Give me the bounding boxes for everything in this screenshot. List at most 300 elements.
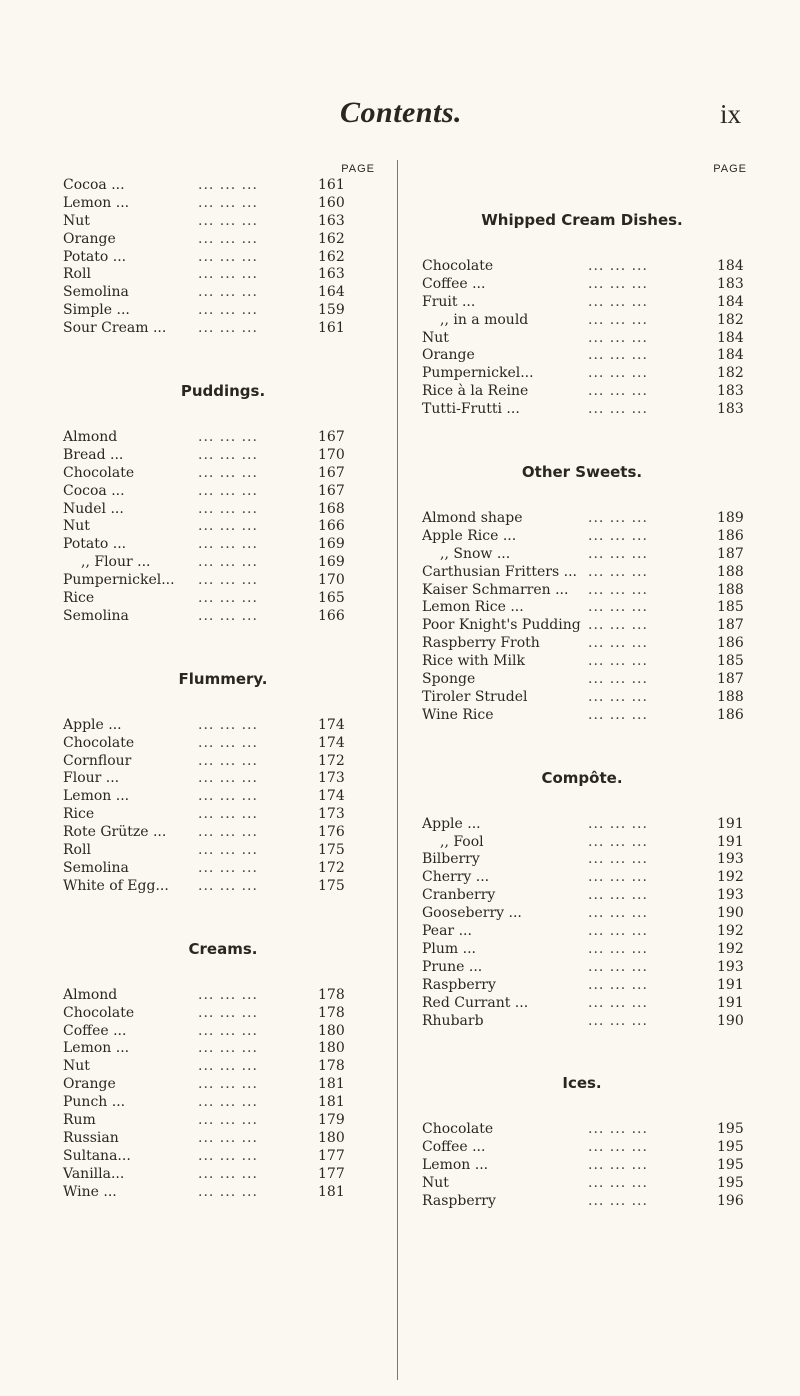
- entry-page-number: 164: [318, 284, 345, 301]
- entry-page-number: 188: [717, 563, 744, 580]
- entry-name: Sour Cream ...: [63, 320, 167, 337]
- entry-name: Potato ...: [63, 248, 127, 265]
- puddings-list: [63, 429, 383, 626]
- entry-page-number: 167: [318, 429, 345, 446]
- leader-dots: ... ... ...: [198, 266, 258, 283]
- leader-dots: ... ... ...: [198, 770, 258, 787]
- entry-page-number: 187: [717, 671, 744, 688]
- entry-name: Red Currant ...: [422, 994, 529, 1011]
- index-entry: [422, 294, 742, 312]
- index-entry: [422, 365, 742, 383]
- entry-page-number: 195: [717, 1175, 744, 1192]
- entry-page-number: 165: [318, 590, 345, 607]
- index-entry: [63, 842, 383, 860]
- section-heading-flummery: Flummery.: [178, 669, 268, 688]
- index-entry: [63, 1040, 383, 1058]
- leader-dots: ... ... ...: [198, 284, 258, 301]
- leader-dots: ... ... ...: [198, 1004, 258, 1021]
- index-entry: [422, 653, 742, 671]
- entry-name: Cherry ...: [422, 869, 490, 886]
- leader-dots: ... ... ...: [198, 194, 258, 211]
- index-entry: [63, 465, 383, 483]
- leader-dots: ... ... ...: [588, 976, 648, 993]
- leader-dots: ... ... ...: [588, 258, 648, 274]
- entry-name: Flour ...: [63, 770, 120, 787]
- entry-name: Poor Knight's Pudding: [422, 617, 581, 634]
- entry-name: ,, in a mould: [440, 311, 529, 328]
- entry-name: Chocolate: [422, 1121, 494, 1138]
- index-entry: [422, 923, 742, 941]
- index-entry: [63, 483, 383, 501]
- index-entry: [422, 347, 742, 365]
- leader-dots: ... ... ...: [588, 869, 648, 886]
- leader-dots: ... ... ...: [588, 545, 648, 562]
- leader-dots: ... ... ...: [198, 248, 258, 265]
- entry-page-number: 180: [318, 1129, 345, 1146]
- index-entry: [63, 717, 383, 735]
- entry-page-number: 169: [318, 536, 345, 553]
- page-column-label: PAGE: [713, 163, 747, 175]
- entry-page-number: 174: [318, 788, 345, 805]
- index-entry: [63, 302, 383, 320]
- entry-name: Apple ...: [63, 716, 122, 733]
- entry-page-number: 193: [717, 851, 744, 868]
- index-entry: [422, 1175, 742, 1193]
- index-entry: [422, 689, 742, 707]
- leader-dots: ... ... ...: [588, 293, 648, 310]
- entry-name: Cocoa ...: [63, 177, 125, 193]
- entry-page-number: 185: [717, 599, 744, 616]
- index-entry: [422, 905, 742, 923]
- index-entry: [63, 554, 383, 572]
- index-entry: [422, 330, 742, 348]
- entry-name: Rote Grütze ...: [63, 824, 167, 841]
- entry-page-number: 180: [318, 1022, 345, 1039]
- entry-name: Gooseberry ...: [422, 905, 522, 922]
- leader-dots: ... ... ...: [198, 1094, 258, 1111]
- entry-name: Cranberry: [422, 887, 496, 904]
- index-entry: [422, 816, 742, 834]
- entry-name: Nut: [63, 1058, 90, 1075]
- entry-page-number: 170: [318, 572, 345, 589]
- index-entry: [63, 231, 383, 249]
- entry-name: Almond: [63, 429, 118, 446]
- index-entry: [63, 536, 383, 554]
- index-entry: [422, 312, 742, 330]
- entry-page-number: 176: [318, 824, 345, 841]
- entry-page-number: 191: [717, 976, 744, 993]
- section-heading-creams: Creams.: [188, 939, 258, 958]
- entry-name: Bilberry: [422, 851, 480, 868]
- entry-name: Orange: [63, 230, 116, 247]
- entry-page-number: 193: [717, 958, 744, 975]
- entry-name: Semolina: [63, 284, 129, 301]
- page-header: [0, 96, 800, 136]
- index-entry: [63, 1148, 383, 1166]
- section-heading-other-sweets: Other Sweets.: [521, 463, 643, 482]
- leader-dots: ... ... ...: [588, 1175, 648, 1192]
- leader-dots: ... ... ...: [198, 1147, 258, 1164]
- index-entry: [422, 401, 742, 419]
- entry-name: Lemon Rice ...: [422, 599, 524, 616]
- leader-dots: ... ... ...: [198, 877, 258, 894]
- left-column: [63, 163, 383, 1201]
- entry-page-number: 178: [318, 986, 345, 1003]
- entry-name: Pear ...: [422, 923, 472, 940]
- entry-name: Sultana...: [63, 1147, 131, 1164]
- entry-name: Plum ...: [422, 940, 476, 957]
- leader-dots: ... ... ...: [588, 833, 648, 850]
- leader-dots: ... ... ...: [198, 1040, 258, 1057]
- entry-page-number: 182: [717, 365, 744, 382]
- index-entry: [63, 608, 383, 626]
- entry-page-number: 187: [717, 617, 744, 634]
- entry-page-number: 191: [717, 815, 744, 832]
- leader-dots: ... ... ...: [588, 347, 648, 364]
- entry-name: Chocolate: [63, 464, 135, 481]
- leader-dots: ... ... ...: [198, 464, 258, 481]
- index-entry: [422, 869, 742, 887]
- entry-name: Raspberry Froth: [422, 635, 540, 652]
- index-entry: [63, 284, 383, 302]
- index-entry: [422, 887, 742, 905]
- entry-page-number: 184: [717, 293, 744, 310]
- entry-page-number: 162: [318, 230, 345, 247]
- entry-page-number: 159: [318, 302, 345, 319]
- entry-name: Nut: [63, 212, 90, 229]
- leader-dots: ... ... ...: [198, 1058, 258, 1075]
- entry-page-number: 172: [318, 752, 345, 769]
- index-entry: [63, 987, 383, 1005]
- entry-page-number: 193: [717, 887, 744, 904]
- entry-name: Semolina: [63, 607, 129, 624]
- entry-name: Kaiser Schmarren ...: [422, 581, 569, 598]
- entry-page-number: 185: [717, 653, 744, 670]
- entry-name: Wine ...: [63, 1183, 117, 1200]
- entry-page-number: 161: [318, 320, 345, 337]
- entry-page-number: 169: [318, 554, 345, 571]
- entry-page-number: 174: [318, 734, 345, 751]
- leader-dots: ... ... ...: [588, 635, 648, 652]
- entry-page-number: 163: [318, 266, 345, 283]
- leader-dots: ... ... ...: [588, 688, 648, 705]
- entry-name: Rice with Milk: [422, 653, 525, 670]
- leader-dots: ... ... ...: [198, 824, 258, 841]
- entry-page-number: 166: [318, 607, 345, 624]
- leader-dots: ... ... ...: [588, 365, 648, 382]
- entry-name: Rhubarb: [422, 1012, 484, 1029]
- index-entry: [63, 1130, 383, 1148]
- index-entry: [422, 510, 742, 528]
- other-sweets-list: [422, 510, 742, 725]
- entry-page-number: 181: [318, 1076, 345, 1093]
- whipped-cream-list: [422, 258, 742, 419]
- leader-dots: ... ... ...: [198, 554, 258, 571]
- leader-dots: ... ... ...: [588, 510, 648, 527]
- entry-name: Semolina: [63, 859, 129, 876]
- entry-page-number: 189: [717, 510, 744, 527]
- index-entry: [422, 1157, 742, 1175]
- index-entry: [63, 249, 383, 267]
- entry-page-number: 175: [318, 877, 345, 894]
- entry-page-number: 167: [318, 482, 345, 499]
- leader-dots: ... ... ...: [198, 429, 258, 446]
- leader-dots: ... ... ...: [198, 752, 258, 769]
- entry-page-number: 184: [717, 329, 744, 346]
- leader-dots: ... ... ...: [588, 599, 648, 616]
- leader-dots: ... ... ...: [198, 446, 258, 463]
- entry-name: Chocolate: [63, 734, 135, 751]
- entry-page-number: 192: [717, 869, 744, 886]
- entry-name: Chocolate: [422, 258, 494, 274]
- leader-dots: ... ... ...: [588, 851, 648, 868]
- index-entry: [63, 753, 383, 771]
- entry-name: Tiroler Strudel: [422, 688, 528, 705]
- page-title: Contents.: [340, 96, 463, 129]
- leader-dots: ... ... ...: [198, 1129, 258, 1146]
- entry-name: Wine Rice: [422, 706, 494, 723]
- section-heading-compote: Compôte.: [541, 768, 623, 787]
- index-entry: [422, 582, 742, 600]
- entry-name: Nut: [63, 518, 90, 535]
- entry-name: Rum: [63, 1111, 96, 1128]
- leader-dots: ... ... ...: [198, 302, 258, 319]
- leader-dots: ... ... ...: [588, 563, 648, 580]
- leader-dots: ... ... ...: [198, 500, 258, 517]
- entry-page-number: 183: [717, 275, 744, 292]
- leader-dots: ... ... ...: [198, 212, 258, 229]
- leader-dots: ... ... ...: [198, 572, 258, 589]
- index-entry: [422, 599, 742, 617]
- entry-page-number: 174: [318, 716, 345, 733]
- section-heading-puddings: Puddings.: [180, 382, 266, 401]
- column-divider: [397, 160, 398, 1380]
- index-entry: [422, 1013, 742, 1031]
- entry-page-number: 173: [318, 770, 345, 787]
- index-entry: [63, 860, 383, 878]
- entry-page-number: 173: [318, 806, 345, 823]
- ices-list: [422, 1121, 742, 1210]
- leader-dots: ... ... ...: [198, 1076, 258, 1093]
- entry-name: Pumpernickel...: [63, 572, 175, 589]
- entry-page-number: 183: [717, 383, 744, 400]
- index-entry: [422, 564, 742, 582]
- index-entry: [63, 1023, 383, 1041]
- leader-dots: ... ... ...: [588, 311, 648, 328]
- entry-name: Apple Rice ...: [422, 527, 517, 544]
- entry-page-number: 182: [717, 311, 744, 328]
- entry-name: Coffee ...: [422, 275, 486, 292]
- index-entry: [422, 977, 742, 995]
- entry-page-number: 186: [717, 706, 744, 723]
- leader-dots: ... ... ...: [588, 527, 648, 544]
- entry-name: Carthusian Fritters ...: [422, 563, 577, 580]
- entry-name: Lemon ...: [422, 1157, 489, 1174]
- leader-dots: ... ... ...: [198, 1183, 258, 1200]
- leader-dots: ... ... ...: [588, 1121, 648, 1138]
- leader-dots: ... ... ...: [198, 536, 258, 553]
- leader-dots: ... ... ...: [198, 806, 258, 823]
- entry-name: Lemon ...: [63, 194, 130, 211]
- entry-page-number: 178: [318, 1004, 345, 1021]
- entry-page-number: 192: [717, 940, 744, 957]
- entry-name: Almond: [63, 986, 118, 1003]
- leader-dots: ... ... ...: [198, 177, 258, 193]
- index-entry: [422, 383, 742, 401]
- entry-page-number: 196: [717, 1192, 744, 1209]
- entry-name: Vanilla...: [63, 1165, 125, 1182]
- entry-name: Chocolate: [63, 1004, 135, 1021]
- entry-name: Raspberry: [422, 1192, 496, 1209]
- index-entry: [63, 447, 383, 465]
- index-entry: [422, 834, 742, 852]
- unnamed-section-list: [63, 177, 383, 338]
- leader-dots: ... ... ...: [198, 734, 258, 751]
- index-entry: [63, 266, 383, 284]
- entry-name: Bread ...: [63, 446, 124, 463]
- entry-page-number: 195: [717, 1157, 744, 1174]
- entry-name: Tutti-Frutti ...: [422, 401, 520, 418]
- entry-name: ,, Snow ...: [440, 545, 511, 562]
- index-entry: [63, 320, 383, 338]
- entry-name: ,, Flour ...: [81, 554, 151, 571]
- leader-dots: ... ... ...: [588, 653, 648, 670]
- leader-dots: ... ... ...: [588, 887, 648, 904]
- index-entry: [63, 824, 383, 842]
- index-entry: [422, 617, 742, 635]
- entry-name: Raspberry: [422, 976, 496, 993]
- leader-dots: ... ... ...: [198, 859, 258, 876]
- leader-dots: ... ... ...: [588, 1139, 648, 1156]
- entry-name: Orange: [63, 1076, 116, 1093]
- entry-name: Russian: [63, 1129, 119, 1146]
- entry-page-number: 181: [318, 1183, 345, 1200]
- section-heading-whipped-cream: Whipped Cream Dishes.: [481, 211, 683, 229]
- entry-page-number: 162: [318, 248, 345, 265]
- index-entry: [63, 1076, 383, 1094]
- entry-page-number: 163: [318, 212, 345, 229]
- index-entry: [63, 806, 383, 824]
- creams-list: [63, 987, 383, 1202]
- entry-name: Rice à la Reine: [422, 383, 529, 400]
- leader-dots: ... ... ...: [588, 329, 648, 346]
- index-entry: [63, 788, 383, 806]
- index-entry: [63, 213, 383, 231]
- entry-name: Lemon ...: [63, 1040, 130, 1057]
- entry-page-number: 170: [318, 446, 345, 463]
- leader-dots: ... ... ...: [198, 716, 258, 733]
- entry-page-number: 187: [717, 545, 744, 562]
- leader-dots: ... ... ...: [588, 994, 648, 1011]
- index-entry: [63, 1058, 383, 1076]
- entry-page-number: 190: [717, 1012, 744, 1029]
- entry-page-number: 167: [318, 464, 345, 481]
- leader-dots: ... ... ...: [588, 581, 648, 598]
- entry-name: Pumpernickel...: [422, 365, 534, 382]
- index-entry: [63, 195, 383, 213]
- index-entry: [63, 1094, 383, 1112]
- entry-name: Orange: [422, 347, 475, 364]
- leader-dots: ... ... ...: [588, 401, 648, 418]
- entry-page-number: 175: [318, 842, 345, 859]
- index-entry: [63, 518, 383, 536]
- index-entry: [422, 546, 742, 564]
- section-heading-ices: Ices.: [562, 1074, 602, 1093]
- entry-name: Cornflour: [63, 752, 132, 769]
- index-entry: [63, 429, 383, 447]
- index-entry: [422, 959, 742, 977]
- index-entry: [422, 671, 742, 689]
- leader-dots: ... ... ...: [198, 607, 258, 624]
- entry-name: Punch ...: [63, 1094, 126, 1111]
- index-entry: [63, 177, 383, 195]
- index-entry: [63, 735, 383, 753]
- entry-name: Lemon ...: [63, 788, 130, 805]
- index-entry: [422, 941, 742, 959]
- entry-page-number: 168: [318, 500, 345, 517]
- index-entry: [422, 995, 742, 1013]
- entry-name: Coffee ...: [63, 1022, 127, 1039]
- index-entry: [63, 572, 383, 590]
- index-entry: [422, 276, 742, 294]
- entry-name: ,, Fool: [440, 833, 484, 850]
- index-entry: [422, 258, 742, 276]
- index-entry: [63, 770, 383, 788]
- entry-page-number: 195: [717, 1121, 744, 1138]
- index-entry: [422, 707, 742, 725]
- leader-dots: ... ... ...: [198, 788, 258, 805]
- leader-dots: ... ... ...: [588, 940, 648, 957]
- entry-page-number: 190: [717, 905, 744, 922]
- entry-page-number: 186: [717, 527, 744, 544]
- index-entry: [422, 1193, 742, 1211]
- entry-page-number: 191: [717, 994, 744, 1011]
- index-entry: [422, 635, 742, 653]
- index-entry: [63, 1112, 383, 1130]
- leader-dots: ... ... ...: [198, 1022, 258, 1039]
- entry-name: Nut: [422, 1175, 449, 1192]
- leader-dots: ... ... ...: [198, 518, 258, 535]
- entry-name: Prune ...: [422, 958, 483, 975]
- entry-page-number: 177: [318, 1147, 345, 1164]
- index-entry: [63, 1166, 383, 1184]
- leader-dots: ... ... ...: [198, 482, 258, 499]
- index-entry: [63, 501, 383, 519]
- leader-dots: ... ... ...: [588, 923, 648, 940]
- entry-page-number: 192: [717, 923, 744, 940]
- index-entry: [422, 1121, 742, 1139]
- index-entry: [422, 851, 742, 869]
- entry-name: Simple ...: [63, 302, 130, 319]
- leader-dots: ... ... ...: [588, 1192, 648, 1209]
- leader-dots: ... ... ...: [198, 986, 258, 1003]
- entry-name: Rice: [63, 806, 95, 823]
- entry-page-number: 161: [318, 177, 345, 193]
- entry-name: Sponge: [422, 671, 476, 688]
- entry-page-number: 186: [717, 635, 744, 652]
- page-number: ix: [720, 99, 742, 129]
- entry-name: Coffee ...: [422, 1139, 486, 1156]
- entry-page-number: 177: [318, 1165, 345, 1182]
- leader-dots: ... ... ...: [198, 230, 258, 247]
- index-entry: [63, 878, 383, 896]
- leader-dots: ... ... ...: [588, 671, 648, 688]
- index-entry: [63, 1005, 383, 1023]
- leader-dots: ... ... ...: [588, 1157, 648, 1174]
- leader-dots: ... ... ...: [198, 1111, 258, 1128]
- entry-name: Roll: [63, 266, 91, 283]
- index-entry: [63, 590, 383, 608]
